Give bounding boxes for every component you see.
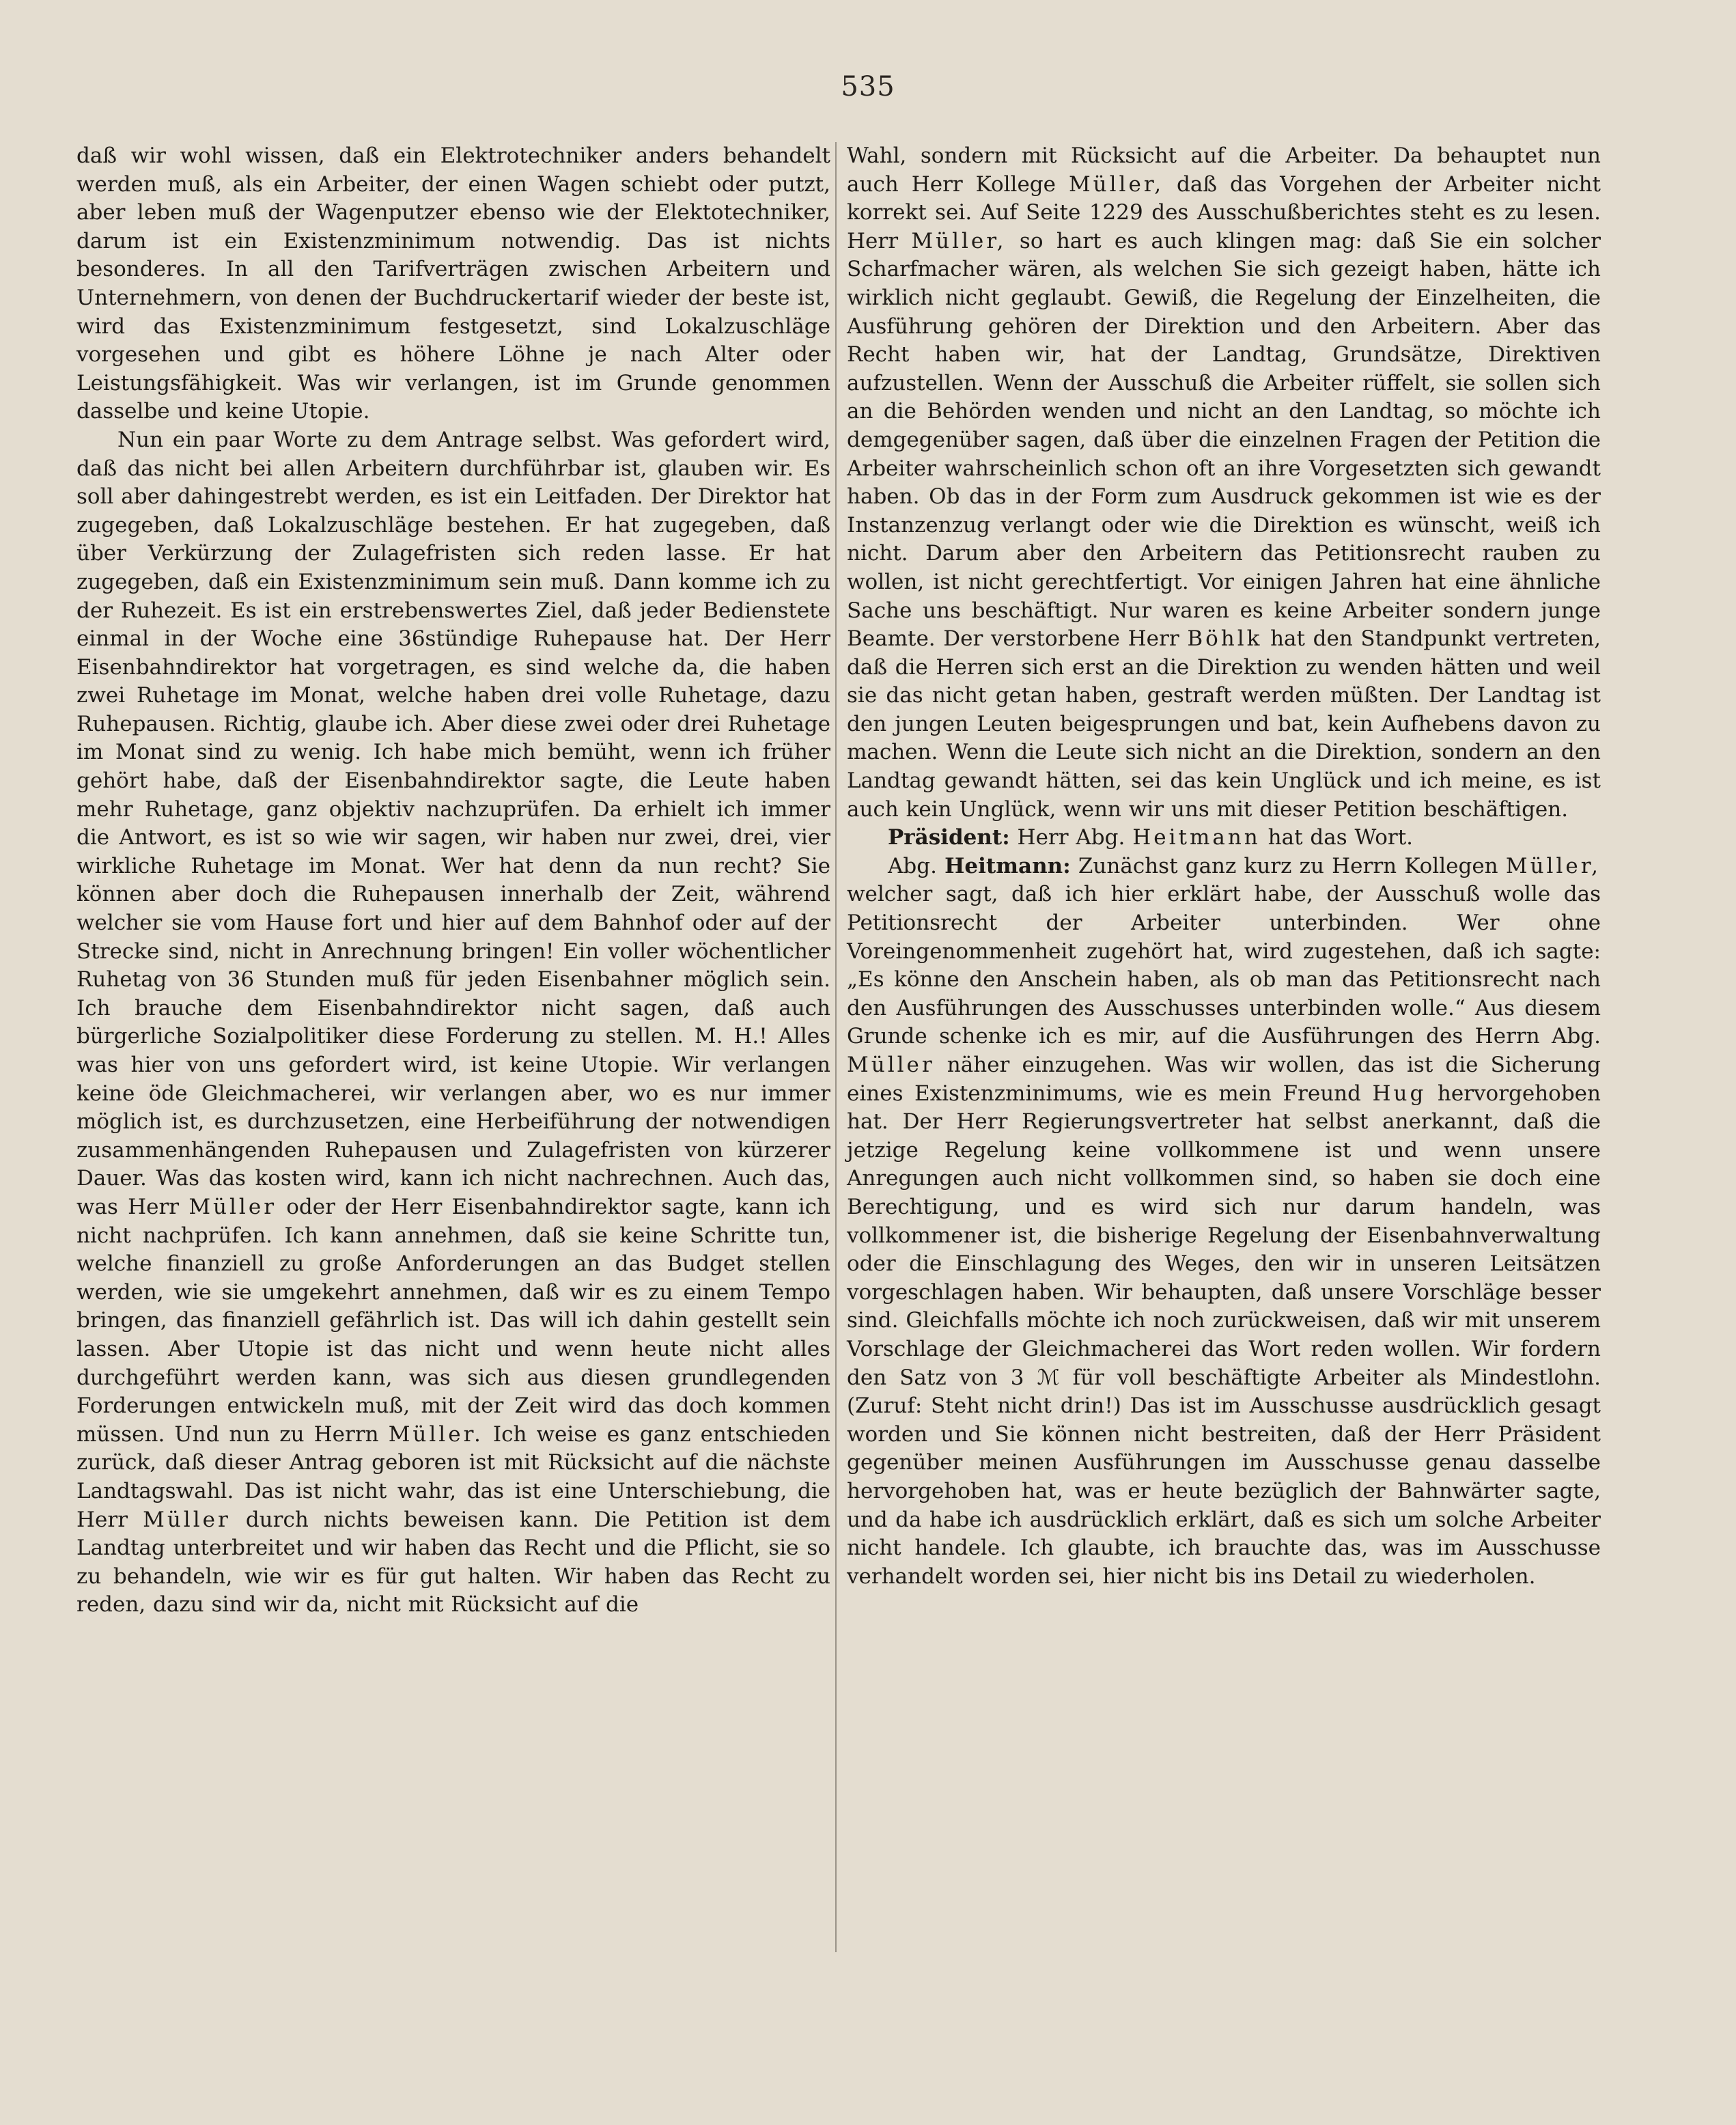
column-divider	[835, 142, 837, 1952]
paragraph-text: Ich weise es ganz entschieden zurück, daß dieser Antrag geboren ist mit Rücksicht auf die nächste Landtagswahl. Das ist nicht wahr, das ist eine Unterschiebung, die Herr	[76, 1421, 830, 1532]
person-name: Heitmann	[1132, 825, 1261, 850]
person-name: Müller,	[911, 228, 1007, 253]
paragraph-text: Nun ein paar Worte zu dem Antrage selbst. Was gefordert wird, daß das nicht bei allen Arbeitern durchführbar ist, glauben wir. Es soll aber dahingestrebt werden, es ist ein Leitfaden. Der Direktor hat zugegeben, daß Lokalzuschläge bestehen. Er hat zugegeben, daß über Verkürzung der Zulagefristen sich reden lasse. Er hat zugegeben, daß ein Existenzminimum sein muß. Dann komme ich zu der Ruhezeit. Es ist ein erstrebenswertes Ziel, daß jeder Bedienstete einmal in der Woche eine 36stündige Ruhepause hat. Der Herr Eisenbahndirektor hat vorgetragen, es sind welche da, die haben zwei Ruhetage im Monat, welche haben drei volle Ruhetage, dazu Ruhepausen. Richtig, glaube ich. Aber diese zwei oder drei Ruhetage im Monat sind zu wenig. Ich habe mich bemüht, wenn ich früher gehört habe, daß der Eisenbahndirektor sagte, die Leute haben mehr Ruhetage, ganz objektiv nachzuprüfen. Da erhielt ich immer die Antwort, es ist so wie wir sagen, wir haben nur zwei, drei, vier wirkliche Ruhetage im Monat. Wer hat denn da nun recht? Sie können aber doch die Ruhepausen innerhalb der Zeit, während welcher sie vom Hause fort und hier auf dem Bahnhof oder auf der Strecke sind, nicht in Anrechnung bringen! Ein voller wöchentlicher Ruhetag von 36 Stunden muß für jeden Eisenbahner möglich sein. Ich brauche dem Eisenbahndirektor nicht sagen, daß auch bürgerliche Sozialpolitiker diese Forderung zu stellen. M. H.! Alles was hier von uns gefordert wird, ist keine Utopie. Wir verlangen keine öde Gleichmacherei, wir verlangen aber, wo es nur immer möglich ist, es durchzusetzen, eine Herbeiführung der notwendigen zusammenhängenden Ruhepausen und Zulagefristen von kürzerer Dauer. Was das kosten wird, kann ich nicht nachrechnen. Auch das, was Herr	[76, 427, 830, 1219]
speaker-label: Heitmann:	[944, 853, 1071, 878]
paragraph-heitmann	[847, 852, 1601, 1591]
person-name: Müller	[188, 1194, 277, 1219]
paragraph-continuation	[76, 142, 830, 426]
paragraph-antrag	[76, 426, 830, 1620]
right-column	[847, 142, 1601, 1591]
person-name: Müller,	[1505, 853, 1601, 878]
speaker-prefix: Abg.	[888, 853, 937, 878]
paragraph-text: durch nichts beweisen kann. Die Petition ist dem Landtag unterbreitet und wir haben das Recht und die Pflicht, sie so zu behandeln, wie wir es für gut halten. Wir haben das Recht zu reden, dazu sind wir da, nicht mit Rücksicht auf die	[76, 1507, 831, 1617]
paragraph-text: hat das Wort.	[1268, 825, 1414, 850]
paragraph-text: Wahl, sondern mit Rücksicht auf die Arbeiter. Da behauptet nun auch Herr Kollege	[847, 143, 1601, 197]
page-number: 535	[841, 71, 895, 102]
paragraph-text: daß wir wohl wissen, daß ein Elektrotechniker anders behandelt werden muß, als ein Arbeiter, der einen Wagen schiebt oder putzt, aber leben muß der Wagenputzer ebenso wie der Elektotechniker, darum ist ein Existenzminimum notwendig. Das ist nichts besonderes. In all den Tarifverträgen zwischen Arbeitern und Unternehmern, von denen der Buchdruckertarif wieder der beste ist, wird das Existenzminimum festgesetzt, sind Lokalzuschläge vorgesehen und gibt es höhere Löhne je nach Alter oder Leistungsfähigkeit. Was wir verlangen, ist im Grunde genommen dasselbe und keine Utopie.	[76, 143, 830, 424]
paragraph-text: oder der Herr Eisenbahndirektor sagte, kann ich nicht nachprüfen. Ich kann annehmen, daß sie keine Schritte tun, welche finanziell zu große Anforderungen an das Budget stellen werden, wie sie umgekehrt annehmen, daß wir es zu einem Tempo bringen, das finanziell gefährlich ist. Das will ich dahin gestellt sein lassen. Aber Utopie ist das nicht und wenn heute nicht alles durchgeführt werden kann, was sich aus diesen grundlegenden Forderungen entwickeln muß, mit der Zeit wird das doch kommen müssen. Und nun zu Herrn	[76, 1194, 830, 1447]
person-name: Müller.	[388, 1421, 484, 1447]
person-name: Müller	[143, 1507, 231, 1532]
person-name: Hug	[1372, 1081, 1427, 1106]
person-name: Müller,	[1068, 171, 1164, 197]
paragraph-text: Zunächst ganz kurz zu Herrn Kollegen	[1078, 853, 1498, 878]
paragraph-continuation	[847, 142, 1601, 824]
speaker-label: Präsident:	[888, 825, 1010, 850]
paragraph-text: so hart es auch klingen mag: daß Sie ein solcher Scharfmacher wären, als welchen Sie sich gezeigt haben, hätte ich wirklich nicht geglaubt. Gewiß, die Regelung der Einzelheiten, die Ausführung gehören der Direktion und den Arbeitern. Aber das Recht haben wir, hat der Landtag, Grundsätze, Direktiven aufzustellen. Wenn der Ausschuß die Arbeiter rüffelt, sie sollen sich an die Behörden wenden und nicht an den Landtag, so möchte ich demgegenüber sagen, daß über die einzelnen Fragen der Petition die Arbeiter wahrscheinlich schon oft an ihre Vorgesetzten sich gewandt haben. Ob das in der Form zum Ausdruck gekommen ist wie es der Instanzenzug verlangt oder wie die Direktion es wünscht, weiß ich nicht. Darum aber den Arbeitern das Petitionsrecht rauben zu wollen, ist nicht gerechtfertigt. Vor einigen Jahren hat eine ähnliche Sache uns beschäftigt. Nur waren es keine Arbeiter sondern junge Beamte. Der verstorbene Herr	[847, 228, 1601, 652]
person-name: Böhlk	[1187, 626, 1263, 652]
paragraph-text: näher einzugehen. Was wir wollen, das ist die Sicherung eines Existenzminimums, wie es mein Freund	[847, 1053, 1601, 1106]
paragraph-text: hervorgehoben hat. Der Herr Regierungsvertreter hat selbst anerkannt, daß die jetzige Regelung keine vollkommene ist und wenn unsere Anregungen auch nicht vollkommen sind, so haben sie doch eine Berechtigung, und es wird sich nur darum handeln, was vollkommener ist, die bisherige Regelung der Eisenbahnverwaltung oder die Einschlagung des Weges, den wir in unseren Leitsätzen vorgeschlagen haben. Wir behaupten, daß unsere Vorschläge besser sind. Gleichfalls möchte ich noch zurückweisen, daß wir mit unserem Vorschlage der Gleichmacherei das Wort reden wollen. Wir fordern den Satz von 3 ℳ für voll beschäftigte Arbeiter als Mindestlohn. (Zuruf: Steht nicht drin!) Das ist im Ausschusse ausdrücklich gesagt worden und Sie können nicht bestreiten, daß der Herr Präsident gegenüber meinen Ausführungen im Ausschusse genau dasselbe hervorgehoben hat, was er heute bezüglich der Bahnwärter sagte, und da habe ich ausdrücklich erklärt, daß es sich um solche Arbeiter nicht handele. Ich glaubte, ich brauchte das, was im Ausschusse verhandelt worden sei, hier nicht bis ins Detail zu wiederholen.	[847, 1081, 1601, 1589]
paragraph-text: hat den Standpunkt vertreten, daß die Herren sich erst an die Direktion zu wenden hätten und weil sie das nicht getan haben, gestraft werden müßten. Der Landtag ist den jungen Leuten beigesprungen und bat, kein Aufhebens davon zu machen. Wenn die Leute sich nicht an die Direktion, sondern an den Landtag gewandt hätten, sei das kein Unglück und ich meine, es ist auch kein Unglück, wenn wir uns mit dieser Petition beschäftigen.	[847, 626, 1601, 822]
left-column	[76, 142, 830, 1620]
paragraph-text: welcher sagt, daß ich hier erklärt habe, der Ausschuß wolle das Petitionsrecht der Arbeiter unterbinden. Wer ohne Voreingenommenheit zugehört hat, wird zugestehen, daß ich sagte: „Es könne den Anschein haben, als ob man das Petitionsrecht nach den Ausführungen des Ausschusses unterbinden wolle.“ Aus diesem Grunde schenke ich es mir, auf die Ausführungen des Herrn Abg.	[847, 882, 1601, 1049]
paragraph-text: daß das Vorgehen der Arbeiter nicht korrekt sei. Auf Seite 1229 des Ausschußberichtes steht es zu lesen. Herr	[847, 171, 1601, 253]
person-name: Müller	[847, 1053, 935, 1077]
paragraph-text: Herr Abg.	[1017, 825, 1125, 850]
paragraph-praesident	[847, 824, 1601, 852]
